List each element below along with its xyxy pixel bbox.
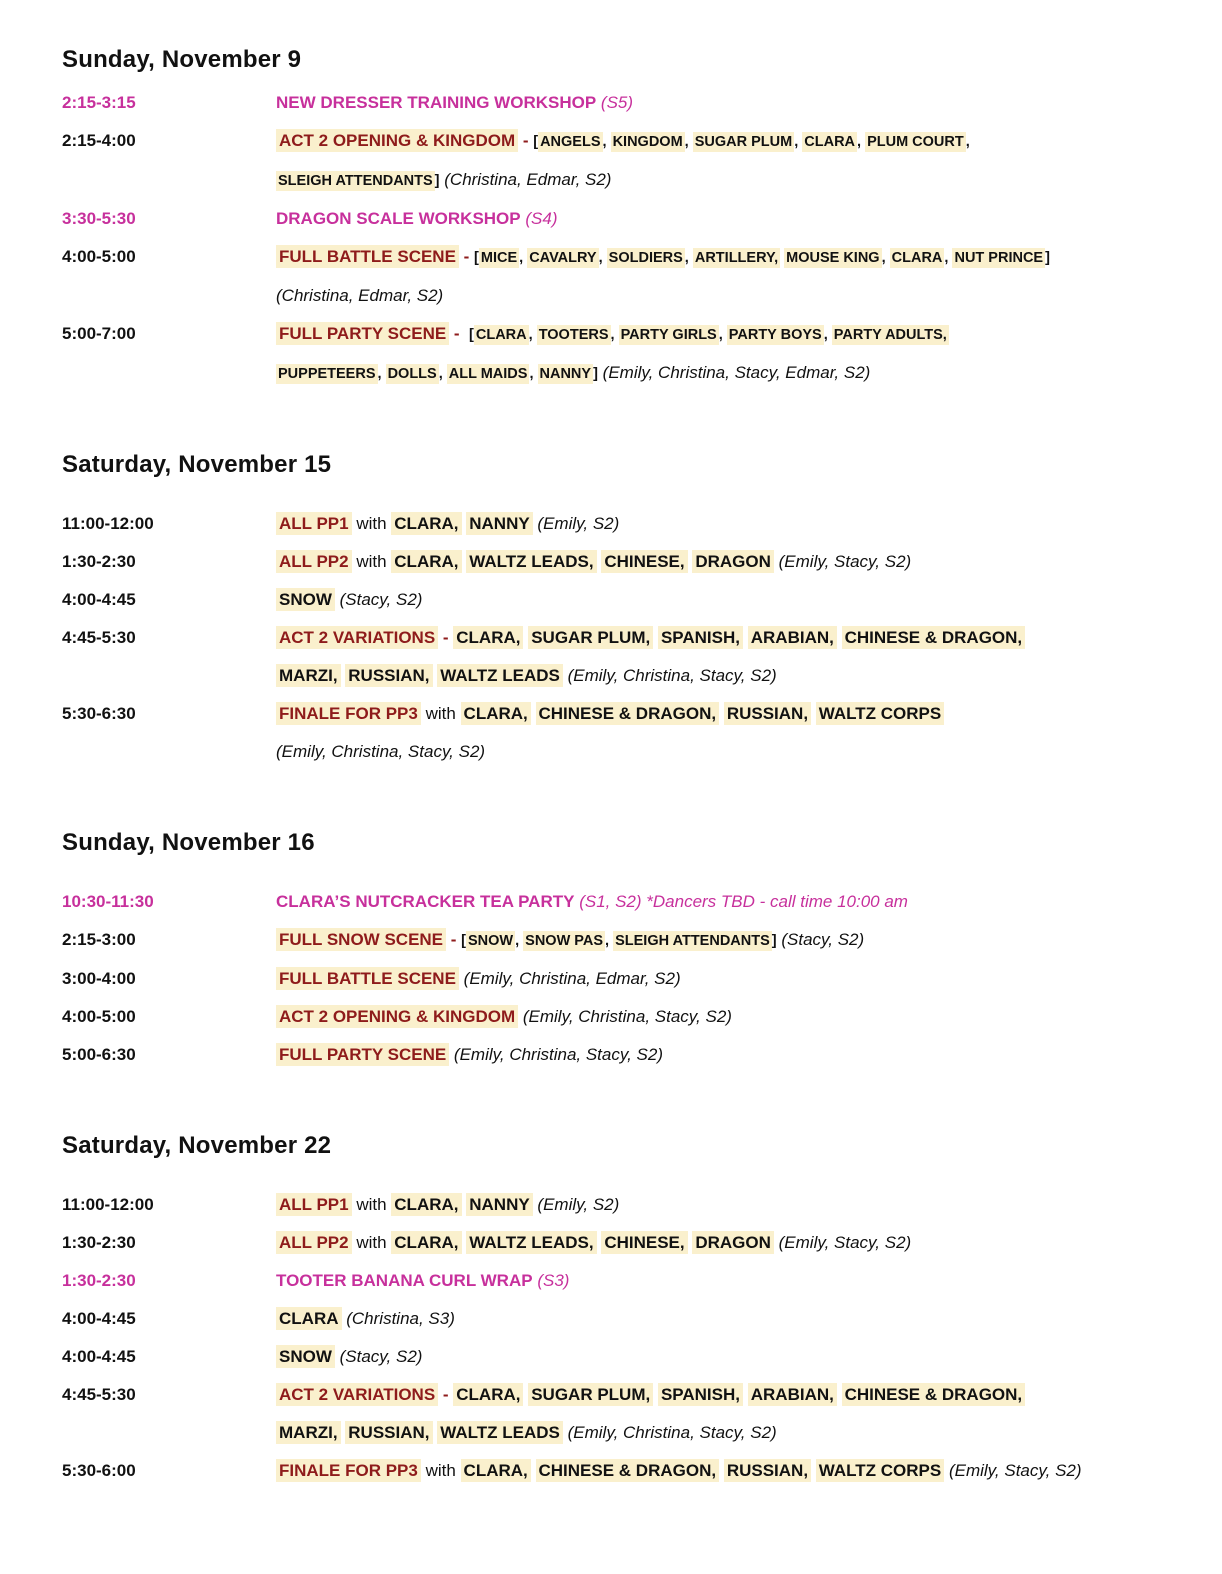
text-run: , — [794, 134, 803, 150]
event-cell — [276, 960, 1166, 998]
time-cell: 1:30-2:30 — [62, 1271, 136, 1290]
text-run: ] — [434, 173, 440, 189]
text-run: (Emily, Stacy, S2) — [778, 1233, 912, 1252]
event-cell — [276, 1224, 1166, 1262]
schedule-row — [62, 122, 1166, 200]
highlighted-token: ARTILLERY, — [694, 250, 779, 266]
time-cell: 5:00-7:00 — [62, 324, 136, 343]
highlighted-token: ALL PP1 — [276, 512, 352, 535]
time-cell: 11:00-12:00 — [62, 1195, 154, 1214]
text-run: (Emily, Stacy, S2) — [778, 552, 912, 571]
highlighted-token: DRAGON — [692, 550, 774, 573]
highlighted-token: FULL BATTLE SCENE — [276, 245, 459, 268]
event-cell — [276, 998, 1166, 1036]
text-run: DRAGON SCALE WORKSHOP — [276, 209, 521, 228]
highlighted-token: CHINESE, — [601, 550, 687, 573]
event-cell — [276, 1300, 1166, 1338]
highlighted-token: SPANISH, — [658, 626, 743, 649]
schedule-row — [62, 200, 1166, 238]
text-run — [837, 628, 842, 647]
event-cell — [276, 619, 1166, 695]
highlighted-token: ACT 2 OPENING & KINGDOM — [276, 129, 518, 152]
text-run: (Stacy, S2) — [339, 1347, 423, 1366]
text-run: , — [944, 250, 953, 266]
text-run: , — [684, 134, 693, 150]
schedule-row — [62, 883, 1166, 921]
text-run: ] — [771, 933, 777, 949]
highlighted-token: FULL SNOW SCENE — [276, 928, 446, 951]
text-run: with — [351, 514, 392, 533]
highlighted-token: ALL MAIDS — [448, 366, 528, 382]
highlighted-token: PARTY ADULTS, — [833, 327, 947, 343]
text-run — [531, 704, 536, 723]
text-run: with — [351, 552, 392, 571]
text-run: (Emily, Christina, Stacy, S2) — [276, 742, 486, 761]
text-run: , — [377, 366, 386, 382]
highlighted-token: CLARA, — [391, 512, 461, 535]
text-run: , — [823, 327, 832, 343]
event-cell — [276, 84, 1166, 122]
text-run: (Stacy, S2) — [781, 930, 865, 949]
text-run: with — [420, 1461, 461, 1480]
text-run: (S3) — [537, 1271, 570, 1290]
text-run: , — [529, 366, 538, 382]
highlighted-token: CLARA, — [461, 702, 531, 725]
event-cell — [276, 1338, 1166, 1376]
highlighted-token: FULL PARTY SCENE — [276, 322, 449, 345]
highlighted-token: SNOW PAS — [525, 933, 604, 949]
text-run: (S1, S2) *Dancers TBD - call time 10:00 am — [579, 892, 908, 911]
highlighted-token: WALTZ LEADS — [437, 664, 563, 687]
highlighted-token: TOOTERS — [538, 327, 609, 343]
text-run: (Emily, S2) — [537, 1195, 620, 1214]
text-run: , — [857, 134, 866, 150]
text-run: , — [965, 134, 970, 150]
schedule-row — [62, 84, 1166, 122]
schedule-row — [62, 619, 1166, 695]
highlighted-token: PLUM COURT — [867, 134, 964, 150]
schedule-row — [62, 1452, 1166, 1490]
text-run: (S5) — [600, 93, 634, 112]
highlighted-token: CHINESE & DRAGON, — [536, 1459, 720, 1482]
time-cell: 2:15-3:15 — [62, 93, 136, 112]
highlighted-token: SLEIGH ATTENDANTS — [278, 173, 433, 189]
highlighted-token: CLARA, — [391, 1193, 461, 1216]
event-cell — [276, 883, 1166, 921]
event-cell — [276, 505, 1166, 543]
schedule-row — [62, 505, 1166, 543]
text-run: ] — [593, 366, 598, 382]
highlighted-token: SUGAR PLUM — [694, 134, 793, 150]
event-cell — [276, 581, 1166, 619]
highlighted-token: SUGAR PLUM, — [528, 1383, 653, 1406]
highlighted-token: MARZI, — [276, 1421, 341, 1444]
highlighted-token: NUT PRINCE — [954, 250, 1044, 266]
schedule-row — [62, 921, 1166, 960]
highlighted-token: CHINESE & DRAGON, — [842, 626, 1026, 649]
highlighted-token: CLARA, — [391, 1231, 461, 1254]
highlighted-token: NANNY — [466, 1193, 532, 1216]
event-cell — [276, 238, 1166, 315]
text-run: with — [420, 704, 461, 723]
text-run: (Christina, S3) — [346, 1309, 455, 1328]
highlighted-token: PARTY GIRLS — [620, 327, 717, 343]
text-run: - — [438, 628, 454, 647]
text-run: , — [598, 250, 607, 266]
text-run: , — [528, 327, 537, 343]
highlighted-token: SPANISH, — [658, 1383, 743, 1406]
highlighted-token: WALTZ CORPS — [816, 1459, 944, 1482]
highlighted-token: SUGAR PLUM, — [528, 626, 653, 649]
highlighted-token: CLARA, — [391, 550, 461, 573]
time-cell: 2:15-3:00 — [62, 930, 136, 949]
text-run: (S4) — [525, 209, 558, 228]
text-run: , — [718, 327, 727, 343]
text-run: (Stacy, S2) — [339, 590, 423, 609]
time-cell: 11:00-12:00 — [62, 514, 154, 533]
text-run: [ — [474, 250, 479, 266]
highlighted-token: RUSSIAN, — [724, 702, 811, 725]
text-run — [837, 1385, 842, 1404]
text-run: ] — [1045, 250, 1050, 266]
text-run: , — [438, 366, 447, 382]
time-cell: 4:00-5:00 — [62, 247, 136, 266]
schedule-row — [62, 581, 1166, 619]
highlighted-token: ANGELS — [540, 134, 601, 150]
time-cell: 1:30-2:30 — [62, 1233, 136, 1252]
text-run: CLARA’S NUTCRACKER TEA PARTY — [276, 892, 575, 911]
highlighted-token: SNOW — [276, 1345, 335, 1368]
highlighted-token: SOLDIERS — [608, 250, 683, 266]
highlighted-token: RUSSIAN, — [345, 1421, 432, 1444]
text-run: (Christina, Edmar, S2) — [444, 170, 612, 189]
event-cell — [276, 1036, 1166, 1074]
highlighted-token: CHINESE, — [601, 1231, 687, 1254]
highlighted-token: DRAGON — [692, 1231, 774, 1254]
highlighted-token: KINGDOM — [612, 134, 683, 150]
schedule-row — [62, 1338, 1166, 1376]
highlighted-token: CLARA — [891, 250, 943, 266]
time-cell: 4:00-4:45 — [62, 590, 136, 609]
text-run: (Emily, Christina, Stacy, S2) — [567, 1423, 777, 1442]
text-run: - — [518, 131, 534, 150]
time-cell: 4:00-5:00 — [62, 1007, 136, 1026]
schedule-row — [62, 960, 1166, 998]
text-run: - — [438, 1385, 454, 1404]
text-run: [ — [469, 327, 474, 343]
highlighted-token: MICE — [480, 250, 518, 266]
highlighted-token: SNOW — [467, 933, 514, 949]
text-run: - — [446, 930, 462, 949]
highlighted-token: SNOW — [276, 588, 335, 611]
highlighted-token: FULL BATTLE SCENE — [276, 967, 459, 990]
time-cell: 10:30-11:30 — [62, 892, 154, 911]
time-cell: 1:30-2:30 — [62, 552, 136, 571]
event-cell — [276, 543, 1166, 581]
text-run: (Emily, Christina, Stacy, S2) — [567, 666, 777, 685]
highlighted-token: CLARA — [804, 134, 856, 150]
text-run: , — [519, 250, 528, 266]
highlighted-token: ARABIAN, — [748, 626, 837, 649]
text-run: (Emily, Christina, Stacy, S2) — [453, 1045, 664, 1064]
text-run: , — [602, 134, 611, 150]
schedule-row — [62, 1262, 1166, 1300]
highlighted-token: ACT 2 VARIATIONS — [276, 1383, 438, 1406]
text-run: , — [881, 250, 890, 266]
highlighted-token: CHINESE & DRAGON, — [536, 702, 720, 725]
text-run: - — [449, 324, 470, 343]
text-run: , — [515, 933, 524, 949]
event-cell — [276, 1452, 1166, 1490]
highlighted-token: CLARA, — [461, 1459, 531, 1482]
highlighted-token: RUSSIAN, — [345, 664, 432, 687]
highlighted-token: MARZI, — [276, 664, 341, 687]
highlighted-token: ACT 2 VARIATIONS — [276, 626, 438, 649]
schedule-row — [62, 695, 1166, 771]
time-cell: 4:00-4:45 — [62, 1309, 136, 1328]
text-run: with — [351, 1233, 392, 1252]
highlighted-token: MOUSE KING — [786, 250, 880, 266]
date-heading: Sunday, November 9 — [62, 46, 302, 73]
highlighted-token: ACT 2 OPENING & KINGDOM — [276, 1005, 518, 1028]
event-cell — [276, 695, 1166, 771]
text-run: (Emily, S2) — [537, 514, 620, 533]
text-run: , — [684, 250, 693, 266]
time-cell: 3:00-4:00 — [62, 969, 136, 988]
schedule-section — [62, 46, 1166, 393]
highlighted-token: ALL PP2 — [276, 550, 352, 573]
text-run — [531, 1461, 536, 1480]
schedule-row — [62, 1186, 1166, 1224]
schedule-row — [62, 1224, 1166, 1262]
highlighted-token: ALL PP2 — [276, 1231, 352, 1254]
highlighted-token: FINALE FOR PP3 — [276, 702, 421, 725]
highlighted-token: CLARA, — [453, 626, 523, 649]
time-cell: 4:00-4:45 — [62, 1347, 136, 1366]
date-heading: Saturday, November 22 — [62, 1132, 332, 1159]
schedule-row — [62, 543, 1166, 581]
schedule-row — [62, 315, 1166, 393]
schedule-section — [62, 829, 1166, 1074]
text-run: , — [610, 327, 619, 343]
time-cell: 2:15-4:00 — [62, 131, 136, 150]
text-run: - — [458, 247, 475, 266]
time-cell: 5:00-6:30 — [62, 1045, 136, 1064]
highlighted-token: CLARA — [276, 1307, 342, 1330]
time-cell: 4:45-5:30 — [62, 1385, 136, 1404]
time-cell: 5:30-6:30 — [62, 704, 136, 723]
highlighted-token: WALTZ LEADS, — [466, 1231, 596, 1254]
text-run: with — [351, 1195, 392, 1214]
highlighted-token: NANNY — [539, 366, 592, 382]
highlighted-token: WALTZ LEADS, — [466, 550, 596, 573]
schedule-row — [62, 1300, 1166, 1338]
highlighted-token: CAVALRY — [529, 250, 597, 266]
text-run: [ — [461, 933, 466, 949]
event-cell — [276, 315, 1166, 393]
text-run: (Christina, Edmar, S2) — [276, 286, 444, 305]
highlighted-token: CLARA — [475, 327, 527, 343]
highlighted-token: WALTZ LEADS — [437, 1421, 563, 1444]
schedule-row — [62, 1036, 1166, 1074]
highlighted-token: RUSSIAN, — [724, 1459, 811, 1482]
highlighted-token: ALL PP1 — [276, 1193, 352, 1216]
highlighted-token: DOLLS — [387, 366, 437, 382]
highlighted-token: CHINESE & DRAGON, — [842, 1383, 1026, 1406]
highlighted-token: PARTY BOYS — [728, 327, 822, 343]
highlighted-token: SLEIGH ATTENDANTS — [615, 933, 770, 949]
time-cell: 5:30-6:00 — [62, 1461, 136, 1480]
event-cell — [276, 122, 1166, 200]
date-heading: Saturday, November 15 — [62, 451, 332, 478]
highlighted-token: WALTZ CORPS — [816, 702, 944, 725]
text-run: (Emily, Christina, Stacy, Edmar, S2) — [602, 363, 871, 382]
text-run: [ — [533, 134, 539, 150]
event-cell — [276, 1262, 1166, 1300]
schedule-row — [62, 998, 1166, 1036]
highlighted-token: PUPPETEERS — [278, 366, 376, 382]
highlighted-token: ARABIAN, — [748, 1383, 837, 1406]
text-run: (Emily, Christina, Edmar, S2) — [463, 969, 681, 988]
highlighted-token: FULL PARTY SCENE — [276, 1043, 449, 1066]
text-run: NEW DRESSER TRAINING WORKSHOP — [276, 93, 597, 112]
event-cell — [276, 200, 1166, 238]
schedule-section — [62, 1132, 1166, 1490]
event-cell — [276, 1376, 1166, 1452]
highlighted-token: FINALE FOR PP3 — [276, 1459, 421, 1482]
date-heading: Sunday, November 16 — [62, 829, 315, 856]
time-cell: 3:30-5:30 — [62, 209, 136, 228]
text-run: , — [605, 933, 614, 949]
event-cell — [276, 921, 1166, 960]
highlighted-token: CLARA, — [453, 1383, 523, 1406]
text-run: (Emily, Christina, Stacy, S2) — [522, 1007, 732, 1026]
schedule-row — [62, 238, 1166, 315]
text-run: TOOTER BANANA CURL WRAP — [276, 1271, 533, 1290]
time-cell: 4:45-5:30 — [62, 628, 136, 647]
event-cell — [276, 1186, 1166, 1224]
schedule-row — [62, 1376, 1166, 1452]
highlighted-token: NANNY — [466, 512, 532, 535]
text-run: (Emily, Stacy, S2) — [948, 1461, 1082, 1480]
schedule-section — [62, 451, 1166, 771]
